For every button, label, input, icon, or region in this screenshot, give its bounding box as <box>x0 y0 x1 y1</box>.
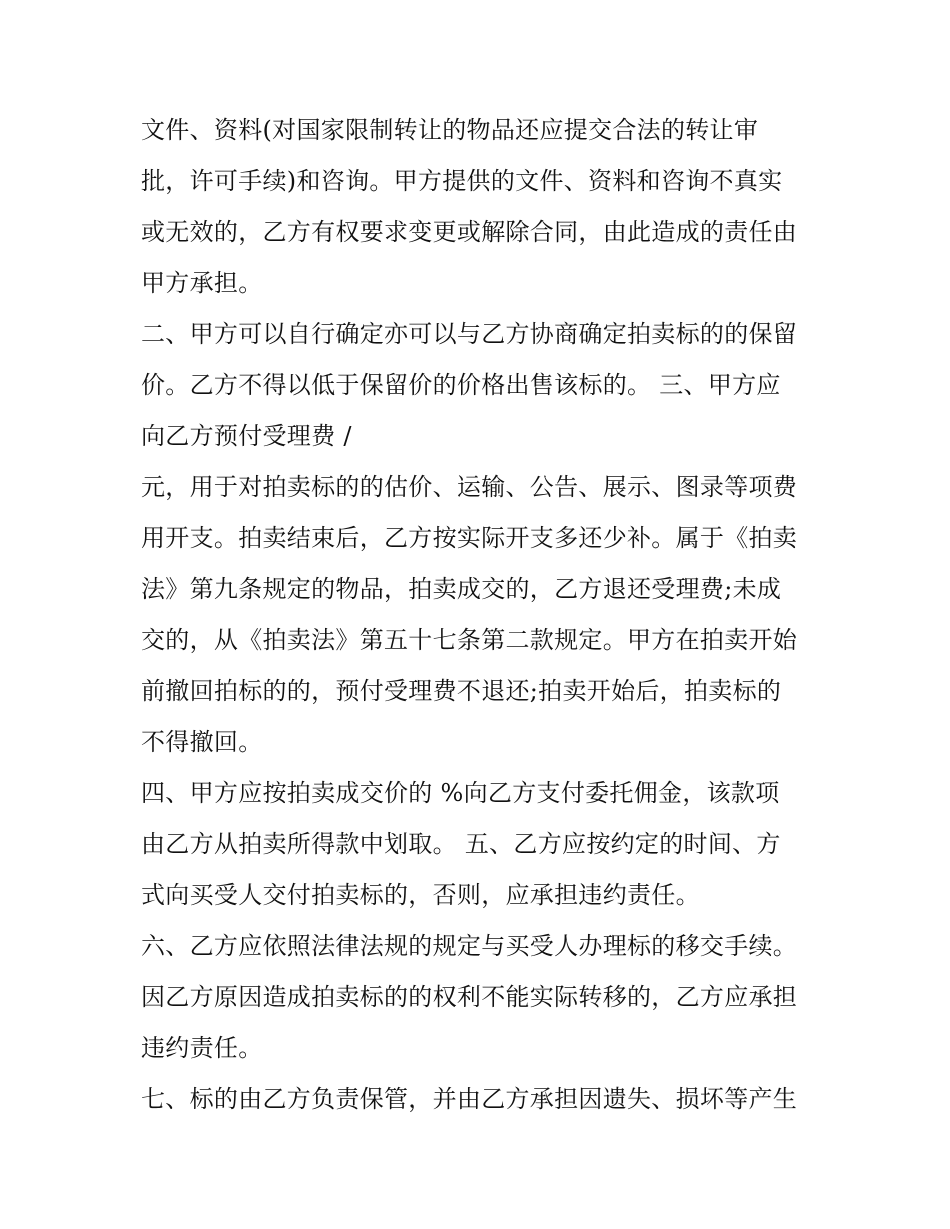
text-line: 因乙方原因造成拍卖标的的权利不能实际转移的，乙方应承担 <box>141 983 798 1011</box>
text-line: 前撤回拍标的的，预付受理费不退还;拍卖开始后，拍卖标的 <box>141 677 782 705</box>
text-line: 用开支。拍卖结束后，乙方按实际开支多还少补。属于《拍卖 <box>141 524 798 552</box>
text-line: 向乙方预付受理费 / <box>141 422 352 450</box>
text-line: 或无效的，乙方有权要求变更或解除合同，由此造成的责任由 <box>141 218 798 246</box>
text-line: 文件、资料(对国家限制转让的物品还应提交合法的转让审 <box>141 116 759 144</box>
text-line: 四、甲方应按拍卖成交价的 %向乙方支付委托佣金，该款项 <box>141 779 780 807</box>
text-line: 违约责任。 <box>141 1034 263 1062</box>
text-line: 甲方承担。 <box>141 269 263 297</box>
text-line: 由乙方从拍卖所得款中划取。 五、乙方应按约定的时间、方 <box>141 830 781 858</box>
text-line: 批，许可手续)和咨询。甲方提供的文件、资料和咨询不真实 <box>141 167 783 195</box>
text-line: 七、标的由乙方负责保管，并由乙方承担因遗失、损坏等产生 <box>141 1085 798 1113</box>
text-line: 式向买受人交付拍卖标的，否则，应承担违约责任。 <box>141 881 700 909</box>
text-line: 价。乙方不得以低于保留价的价格出售该标的。 三、甲方应 <box>141 371 781 399</box>
text-line: 交的，从《拍卖法》第五十七条第二款规定。甲方在拍卖开始 <box>141 626 798 654</box>
text-line: 法》第九条规定的物品，拍卖成交的，乙方退还受理费;未成 <box>141 575 782 603</box>
text-line: 二、甲方可以自行确定亦可以与乙方协商确定拍卖标的的保留 <box>141 320 798 348</box>
text-line: 不得撤回。 <box>141 728 263 756</box>
text-line: 六、乙方应依照法律法规的规定与买受人办理标的移交手续。 <box>141 932 798 960</box>
text-line: 元，用于对拍卖标的的估价、运输、公告、展示、图录等项费 <box>141 473 798 501</box>
